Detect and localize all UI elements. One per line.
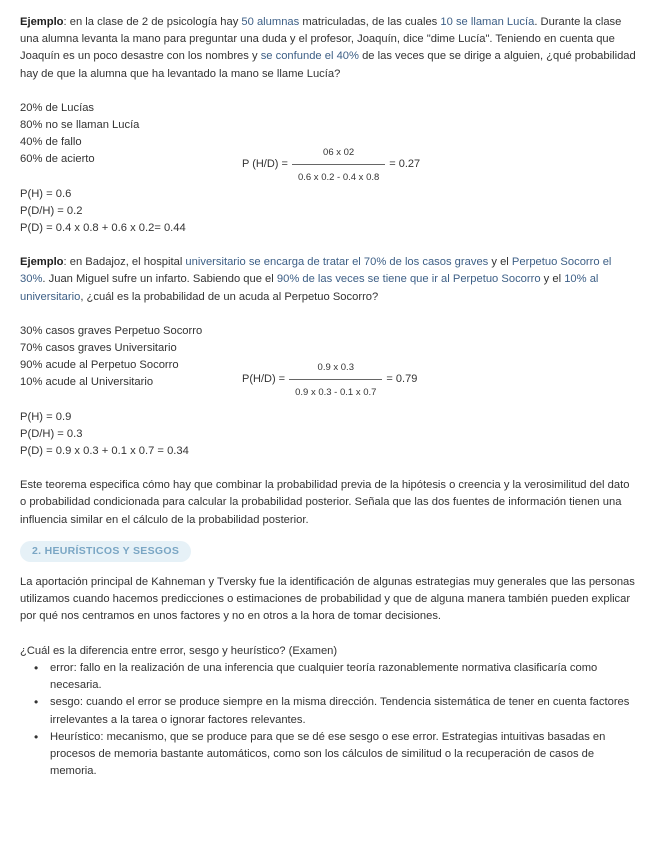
fraction	[292, 144, 385, 186]
highlight: 10 se llaman Lucía	[440, 16, 535, 28]
calc-line: P(D) = 0.4 x 0.8 + 0.6 x 0.2= 0.44	[20, 222, 186, 235]
list-item: • sesgo: cuando el error se produce siempre en la misma dirección. Tendencia sistemática de tener en cuenta factores irrelevantes a la tarea o ignorar factores relevantes.	[34, 694, 638, 728]
data-line: 70% casos graves Universitario	[20, 342, 177, 355]
data-line: 60% de acierto	[20, 153, 95, 166]
text: matriculadas, de las cuales	[299, 16, 441, 28]
example-1-lead: Ejemplo	[20, 16, 64, 28]
numerator: 06 x 02	[323, 146, 355, 158]
highlight: 50 alumnas	[241, 16, 300, 28]
definition-list	[20, 660, 638, 780]
example-2-lead: Ejemplo	[20, 256, 64, 269]
data-line: 20% de Lucías	[20, 101, 95, 114]
numerator: 0.9 x 0.3	[317, 361, 354, 373]
calc-line: P(D) = 0.9 x 0.3 + 0.1 x 0.7 = 0.34	[20, 445, 189, 458]
text: . Juan Miguel sufre un infarto. Sabiendo que el	[42, 273, 277, 286]
text: . Durante la clase una alumna levanta la mano para preguntar una duda y el profesor, Joaquín, dice "dime Lucía". Teniendo en cuenta que Joaquín es un poco desastre con los nombres y	[20, 16, 622, 63]
data-line: 30% casos graves Perpetuo Socorro	[20, 324, 203, 337]
example-1-paragraph	[20, 14, 638, 83]
denominator: 0.6 x 0.2 - 0.4 x 0.8	[297, 172, 380, 184]
formula-rhs: = 0.27	[389, 158, 421, 171]
text: de las veces que se dirige a alguien, ¿qué probabilidad hay de que la alumna que ha levantado la mano se llame Lucía?	[20, 50, 636, 80]
highlight: 10% al universitario	[20, 273, 599, 303]
example-2-formula	[242, 359, 417, 401]
text: : en la clase de 2 de psicología hay	[63, 16, 242, 28]
theorem-paragraph: Este teorema especifica cómo hay que combinar la probabilidad previa de la hipótesis o creencia y la verosimilitud del dato o probabilidad condicionada para calcular la probabilidad posterior. Señala que las dos fuentes de información tienen una influencia similar en el cálculo de la probabilidad posterior.	[20, 479, 630, 526]
list-item: • Heurístico: mecanismo, que se produce para que se dé ese sesgo o ese error. Estrategias intuitivas basadas en procesos de memoria bastante automáticos, como son los cálculos de similitud o la recuperación de casos de memoria.	[34, 729, 638, 781]
highlight: se confunde el 40%	[260, 50, 359, 63]
list-item: • error: fallo en la realización de una inferencia que cualquier teoría razonablemente normativa clasificaría como necesaria.	[34, 660, 638, 694]
formula-lhs: P (H/D) =	[242, 158, 288, 171]
text: : en Badajoz, el hospital	[63, 256, 186, 269]
formula-lhs: P(H/D) =	[242, 373, 286, 386]
example-2-data-block	[20, 323, 638, 399]
highlight: universitario se encarga de tratar el 70% de los casos graves	[185, 256, 489, 269]
example-1-formula	[242, 144, 420, 186]
formula-rhs: = 0.79	[386, 373, 418, 386]
data-line: 90% acude al Perpetuo Socorro	[20, 359, 179, 372]
example-2-calcs	[20, 409, 638, 461]
calc-line: P(D/H) = 0.2	[20, 204, 83, 217]
kahneman-tversky-paragraph: La aportación principal de Kahneman y Tversky fue la identificación de algunas estrategias muy generales que las personas utilizamos cuando hacemos predicciones o estimaciones de probabilidad y que de alguna manera también pueden explicar por qué nos centramos en unos factores y no en otros a la hora de tomar decisiones.	[20, 576, 635, 623]
example-1-data-block	[20, 100, 638, 184]
example-1-calcs	[20, 186, 638, 238]
calc-line: P(D/H) = 0.3	[20, 427, 83, 440]
calc-line: P(H) = 0.6	[20, 187, 72, 200]
data-line: 10% acude al Universitario	[20, 376, 154, 389]
text: , ¿cuál es la probabilidad de un acuda al Perpetuo Socorro?	[80, 290, 379, 303]
text: y el	[488, 256, 512, 269]
fraction	[289, 359, 382, 401]
exam-question: ¿Cuál es la diferencia entre error, sesgo y heurístico? (Examen)	[20, 644, 338, 657]
text: y el	[540, 273, 565, 286]
data-line: 80% no se llaman Lucía	[20, 119, 140, 132]
document-page	[20, 14, 638, 780]
highlight: Perpetuo Socorro el 30%	[20, 256, 612, 286]
section-title: 2. HEURÍSTICOS Y SESGOS	[20, 541, 191, 562]
calc-line: P(H) = 0.9	[20, 410, 72, 423]
data-line: 40% de fallo	[20, 136, 82, 149]
section-heading	[20, 541, 638, 562]
denominator: 0.9 x 0.3 - 0.1 x 0.7	[295, 387, 377, 399]
highlight: 90% de las veces se tiene que ir al Perpetuo Socorro	[276, 273, 541, 286]
example-2-paragraph	[20, 254, 638, 306]
